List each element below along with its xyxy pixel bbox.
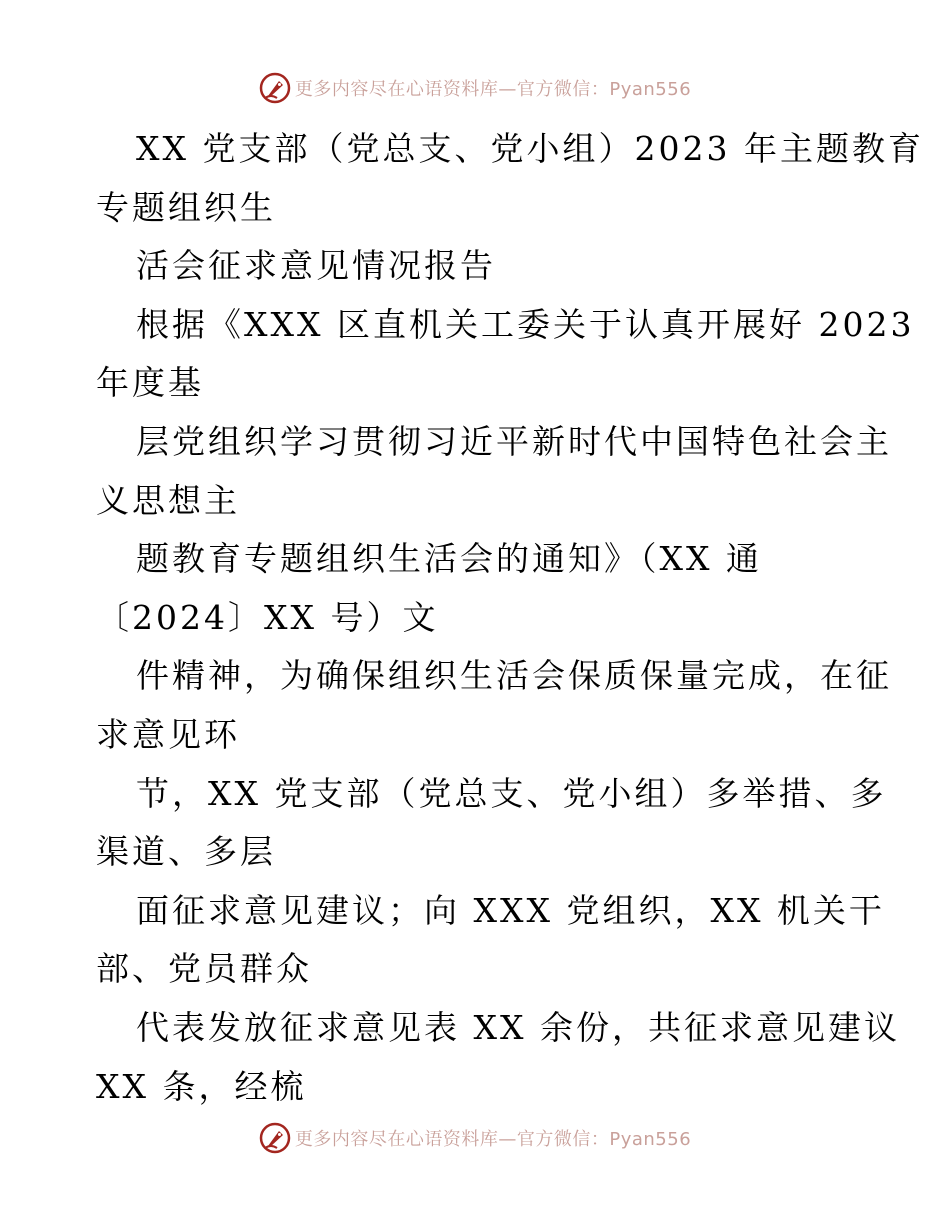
text-line: 年度基 <box>96 363 204 403</box>
text-line: XX 党支部（党总支、党小组）2023 年主题教育 <box>136 129 924 168</box>
text-line: 〔2024〕XX 号）文 <box>96 597 439 637</box>
text-line: 活会征求意见情况报告 <box>136 246 496 286</box>
text-line: 义思想主 <box>96 480 240 520</box>
header-watermark <box>0 68 950 108</box>
header-watermark-text: 更多内容尽在心语资料库—官方微信：Pyan556 <box>294 79 692 100</box>
pen-nib-logo-icon <box>259 72 291 104</box>
text-line: XX 条，经梳 <box>96 1066 307 1106</box>
document-body <box>96 120 924 1116</box>
footer-watermark <box>0 1118 950 1158</box>
text-line: 专题组织生 <box>96 187 276 227</box>
text-line: 渠道、多层 <box>96 832 276 872</box>
text-line: 求意见环 <box>96 714 240 754</box>
text-line: 部、党员群众 <box>96 949 312 989</box>
text-line: 代表发放征求意见表 XX 余份，共征求意见建议 <box>136 1007 900 1047</box>
footer-watermark-text: 更多内容尽在心语资料库—官方微信：Pyan556 <box>294 1129 692 1150</box>
text-line: 面征求意见建议；向 XXX 党组织，XX 机关干 <box>136 890 885 930</box>
text-line: 题教育专题组织生活会的通知》（XX 通 <box>136 539 762 579</box>
text-line: 件精神，为确保组织生活会保质保量完成，在征 <box>136 656 892 696</box>
text-line: 根据《XXX 区直机关工委关于认真开展好 2023 <box>136 304 915 344</box>
pen-nib-logo-icon <box>259 1122 291 1154</box>
text-line: 层党组织学习贯彻习近平新时代中国特色社会主 <box>136 421 892 461</box>
text-line: 节，XX 党支部（党总支、党小组）多举措、多 <box>136 773 887 813</box>
